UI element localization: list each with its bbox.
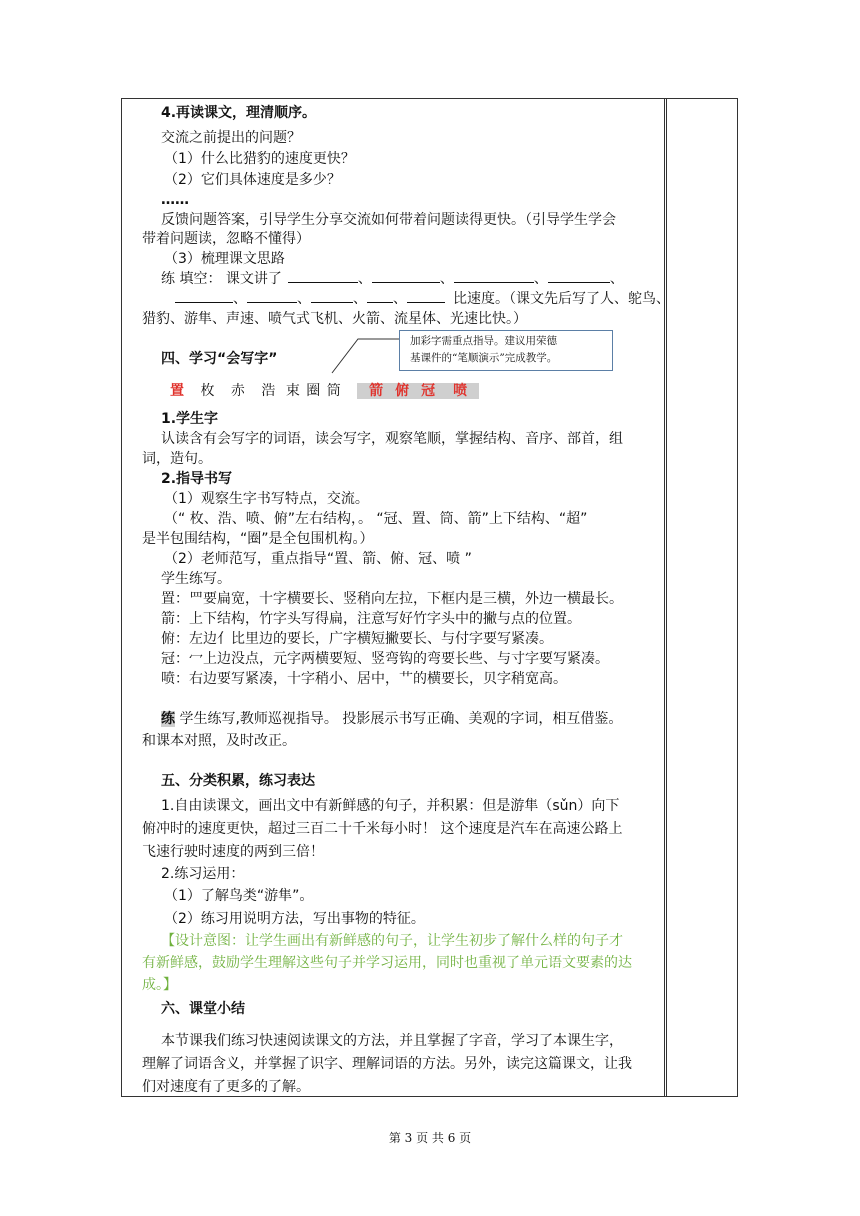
blank[interactable]: [247, 289, 297, 303]
text-line: 交流之前提出的问题？: [161, 130, 301, 146]
text-line: 俯：左边亻比里边的要长，广字横短撇要长、与付字要写紧凑。: [161, 631, 553, 647]
separator: 、: [353, 291, 367, 307]
fill-blank-line: [175, 289, 670, 309]
char-red: 箭: [369, 383, 384, 399]
text-line: 词，造句。: [142, 451, 212, 467]
fill-blank-tail: 比速度。（课文先后写了人、鸵鸟、: [453, 291, 670, 307]
separator: 、: [439, 271, 454, 287]
text-span: 学生练写,教师巡视指导。 投影展示书写正确、美观的字词，相互借鉴。: [175, 711, 623, 727]
design-intent: 有新鲜感，鼓励学生理解这些句子并学习运用，同时也重视了单元语文要素的达: [142, 955, 632, 971]
section-heading: 四、学习“会写字”: [161, 351, 278, 367]
blank[interactable]: [311, 289, 353, 303]
char: 圈: [306, 383, 321, 399]
blank[interactable]: [372, 269, 440, 283]
text-line: （2）练习用说明方法，写出事物的特征。: [164, 911, 425, 927]
page-number: 第 3 页 共 6 页: [388, 1131, 472, 1145]
design-intent: 成。】: [142, 977, 177, 993]
separator: 、: [297, 291, 311, 307]
teaching-tip-callout: [399, 330, 613, 371]
text-line: （2）老师范写，重点指导“置、箭、俯、冠、喷 ”: [164, 551, 472, 567]
column-divider: [666, 99, 667, 1096]
callout-line: 加彩字需重点指导。建议用荣德: [410, 335, 557, 347]
blank[interactable]: [288, 269, 358, 283]
text-line: 猎豹、游隼、声速、喷气式飞机、火箭、流星体、光速比快。）: [142, 311, 527, 327]
callout-line: 基课件的“笔顺演示”完成教学。: [410, 352, 558, 364]
section-heading: 六、课堂小结: [161, 1001, 245, 1017]
text-line: 1.自由读课文，画出文中有新鲜感的句子，并积累：但是游隼（sǔn）向下: [161, 798, 620, 814]
separator: 、: [393, 291, 407, 307]
section-heading: 4.再读课文，理清顺序。: [161, 105, 317, 121]
char: 赤: [230, 383, 245, 399]
text-line: ……: [161, 192, 189, 208]
text-line: 喷：右边要写紧凑，十字稍小、居中，艹的横要长，贝字稍宽高。: [161, 671, 567, 687]
text-line: （1）什么比猎豹的速度更快？: [164, 151, 355, 167]
text-line: 是半包围结构，“圈”是全包围机构。）: [142, 531, 374, 547]
separator: 、: [233, 291, 247, 307]
blank[interactable]: [367, 289, 393, 303]
char: 枚: [200, 383, 215, 399]
char: 束: [285, 383, 300, 399]
char-red: 喷: [453, 383, 468, 399]
column-divider: [664, 99, 665, 1096]
text-line: 冠：冖上边没点，元字两横要短、竖弯钩的弯要长些、与寸字要写紧凑。: [161, 651, 609, 667]
text-line: 学生练写。: [161, 571, 231, 587]
fill-blank-line: [161, 269, 624, 289]
text-line: 和课本对照，及时改正。: [142, 733, 296, 749]
text-line: （“ 枚、浩、喷、俯”左右结构，。 “冠、置、筒、箭”上下结构、“超”: [164, 511, 588, 527]
callout-pointer: [330, 335, 402, 375]
design-intent: 【设计意图：让学生画出有新鲜感的句子，让学生初步了解什么样的句子才: [161, 933, 623, 949]
text-line: （1）了解鸟类“游隼”。: [164, 888, 314, 904]
text-line: 反馈问题答案，引导学生分享交流如何带着问题读得更快。（引导学生学会: [161, 212, 616, 228]
text-line: 置：罒要扁宽，十字横要长、竖稍向左拉，下框内是三横，外边一横最长。: [161, 591, 623, 607]
fill-blank-prompt: 练 填空： 课文讲了: [161, 271, 282, 287]
practice-mark: 练: [161, 711, 175, 727]
char: 浩: [261, 383, 276, 399]
section-heading: 五、分类积累，练习表达: [161, 773, 315, 789]
text-line: 认读含有会写字的词语，读会写字，观察笔顺，掌握结构、音序、部首，组: [161, 431, 623, 447]
text-line: 带着问题读，忽略不懂得）: [142, 231, 310, 247]
subheading: 2.指导书写: [161, 471, 233, 487]
text-line: （2）它们具体速度是多少？: [164, 172, 341, 188]
text-line: （3）梳理课文思路: [164, 251, 285, 267]
blank[interactable]: [548, 269, 610, 283]
text-line: （1）观察生字书写特点，交流。: [164, 491, 369, 507]
text-line: [161, 709, 622, 729]
char: 筒: [326, 383, 341, 399]
blank[interactable]: [454, 269, 534, 283]
text-line: 俯冲时的速度更快，超过三百二十千米每小时！ 这个速度是汽车在高速公路上: [142, 821, 623, 837]
separator: 、: [357, 271, 372, 287]
text-line: 理解了词语含义，并掌握了识字、理解词语的方法。另外，读完这篇课文，让我: [142, 1056, 632, 1072]
text-line: 飞速行驶时速度的两到三倍！: [142, 844, 324, 860]
shaded-chars: [357, 383, 479, 399]
text-line: 2.练习运用：: [161, 866, 245, 882]
subheading: 1.学生字: [161, 411, 219, 427]
text-line: 本节课我们练习快速阅读课文的方法，并且掌握了字音，学习了本课生字，: [161, 1033, 623, 1049]
blank[interactable]: [407, 289, 445, 303]
char-red: 置: [170, 383, 184, 399]
char-red: 冠: [421, 383, 436, 399]
text-line: 箭：上下结构，竹字头写得扁，注意写好竹字头中的撇与点的位置。: [161, 611, 581, 627]
blank[interactable]: [175, 289, 233, 303]
char-red: 俯: [395, 383, 410, 399]
text-line: 们对速度有了更多的了解。: [142, 1079, 310, 1095]
separator: 、: [609, 271, 624, 287]
writing-characters: [170, 381, 479, 401]
separator: 、: [533, 271, 548, 287]
